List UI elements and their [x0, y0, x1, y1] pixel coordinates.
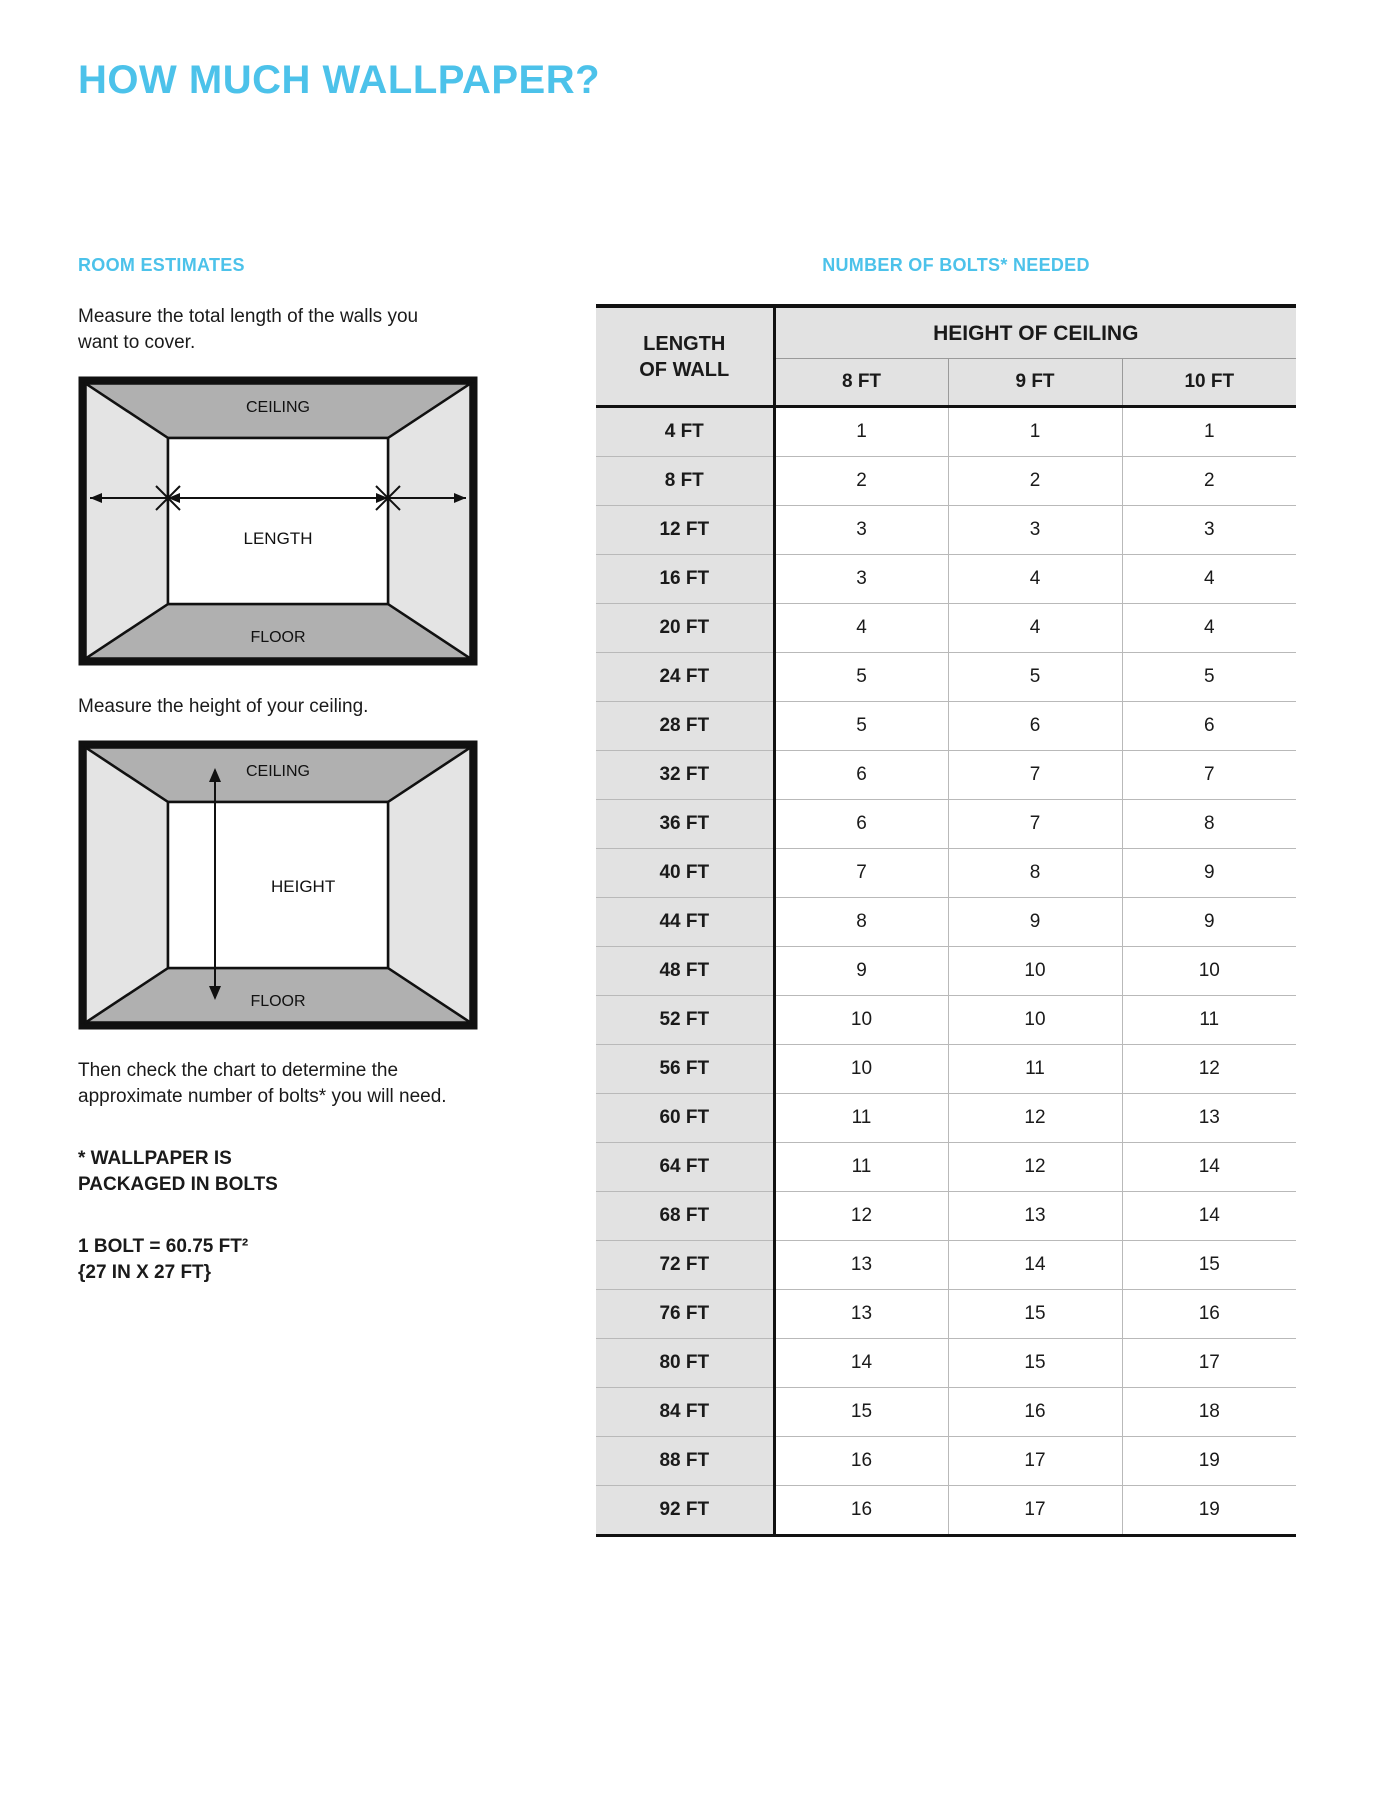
table-cell-bolts: 6 — [1122, 702, 1296, 751]
table-cell-bolts: 5 — [1122, 653, 1296, 702]
table-cell-bolts: 3 — [774, 506, 948, 555]
table-row — [596, 555, 1296, 604]
table-row — [596, 800, 1296, 849]
table-row — [596, 407, 1296, 457]
table-cell-bolts: 3 — [774, 555, 948, 604]
table-row — [596, 1192, 1296, 1241]
table-cell-bolts: 14 — [1122, 1143, 1296, 1192]
table-cell-bolts: 6 — [948, 702, 1122, 751]
row-label-length: 28 FT — [596, 702, 774, 751]
row-label-length: 76 FT — [596, 1290, 774, 1339]
table-cell-bolts: 4 — [948, 604, 1122, 653]
corner-label-line-2: OF WALL — [639, 358, 730, 381]
row-label-length: 64 FT — [596, 1143, 774, 1192]
table-row — [596, 849, 1296, 898]
step-2-instruction: Measure the height of your ceiling. — [78, 696, 369, 717]
table-row — [596, 1437, 1296, 1486]
table-cell-bolts: 10 — [1122, 947, 1296, 996]
table-row — [596, 702, 1296, 751]
table-header — [596, 306, 1296, 407]
table-cell-bolts: 16 — [774, 1437, 948, 1486]
table-cell-bolts: 10 — [948, 996, 1122, 1045]
table-cell-bolts: 6 — [774, 751, 948, 800]
row-label-length: 24 FT — [596, 653, 774, 702]
table-cell-bolts: 11 — [774, 1094, 948, 1143]
svg-text:CEILING: CEILING — [245, 763, 311, 780]
table-cell-bolts: 9 — [774, 947, 948, 996]
table-cell-bolts: 10 — [948, 947, 1122, 996]
column-header-10ft: 10 FT — [1122, 359, 1296, 407]
table-cell-bolts: 16 — [948, 1388, 1122, 1437]
table-cell-bolts: 4 — [1122, 604, 1296, 653]
table-cell-bolts: 12 — [774, 1192, 948, 1241]
table-cell-bolts: 7 — [1122, 751, 1296, 800]
table-cell-bolts: 13 — [774, 1241, 948, 1290]
row-label-length: 72 FT — [596, 1241, 774, 1290]
table-cell-bolts: 13 — [774, 1290, 948, 1339]
row-label-length: 32 FT — [596, 751, 774, 800]
column-header-9ft: 9 FT — [948, 359, 1122, 407]
table-row — [596, 1241, 1296, 1290]
table-row — [596, 996, 1296, 1045]
table-cell-bolts: 2 — [948, 457, 1122, 506]
table-cell-bolts: 15 — [948, 1339, 1122, 1388]
footnote-line-2: PACKAGED IN BOLTS — [78, 1174, 278, 1195]
table-cell-bolts: 12 — [948, 1143, 1122, 1192]
table-row — [596, 604, 1296, 653]
table-group-header: HEIGHT OF CEILING — [774, 306, 1296, 359]
table-cell-bolts: 17 — [948, 1486, 1122, 1536]
table-cell-bolts: 15 — [948, 1290, 1122, 1339]
table-corner-label — [596, 306, 774, 407]
table-cell-bolts: 10 — [774, 996, 948, 1045]
room-diagram-length — [78, 376, 478, 666]
table-row — [596, 751, 1296, 800]
table-cell-bolts: 11 — [1122, 996, 1296, 1045]
table-cell-bolts: 3 — [1122, 506, 1296, 555]
bolts-table-section — [596, 255, 1316, 1537]
row-label-length: 20 FT — [596, 604, 774, 653]
row-label-length: 12 FT — [596, 506, 774, 555]
table-cell-bolts: 6 — [774, 800, 948, 849]
table-cell-bolts: 14 — [774, 1339, 948, 1388]
corner-label-line-1: LENGTH — [643, 332, 726, 355]
table-row — [596, 947, 1296, 996]
row-label-length: 56 FT — [596, 1045, 774, 1094]
table-cell-bolts: 7 — [948, 800, 1122, 849]
column-header-8ft: 8 FT — [774, 359, 948, 407]
table-row — [596, 457, 1296, 506]
svg-text:CEILING: CEILING — [245, 399, 311, 416]
table-row — [596, 1143, 1296, 1192]
row-label-length: 40 FT — [596, 849, 774, 898]
table-cell-bolts: 7 — [948, 751, 1122, 800]
row-label-length: 92 FT — [596, 1486, 774, 1536]
table-cell-bolts: 2 — [774, 457, 948, 506]
svg-text:LENGTH: LENGTH — [243, 529, 313, 548]
table-cell-bolts: 18 — [1122, 1388, 1296, 1437]
page-title: HOW MUCH WALLPAPER? — [78, 58, 601, 102]
table-body — [596, 407, 1296, 1536]
table-cell-bolts: 15 — [774, 1388, 948, 1437]
bolt-area-line-2: {27 IN X 27 FT} — [78, 1262, 212, 1283]
table-cell-bolts: 15 — [1122, 1241, 1296, 1290]
table-row — [596, 898, 1296, 947]
row-label-length: 60 FT — [596, 1094, 774, 1143]
svg-text:FLOOR: FLOOR — [250, 629, 306, 646]
table-cell-bolts: 5 — [774, 653, 948, 702]
table-cell-bolts: 11 — [948, 1045, 1122, 1094]
table-cell-bolts: 5 — [948, 653, 1122, 702]
table-cell-bolts: 14 — [948, 1241, 1122, 1290]
table-cell-bolts: 17 — [948, 1437, 1122, 1486]
footnote-line-1: * WALLPAPER IS — [78, 1148, 232, 1169]
table-cell-bolts: 4 — [1122, 555, 1296, 604]
section-heading-bolts-needed: NUMBER OF BOLTS* NEEDED — [822, 255, 1090, 275]
table-cell-bolts: 19 — [1122, 1486, 1296, 1536]
table-cell-bolts: 3 — [948, 506, 1122, 555]
table-cell-bolts: 9 — [1122, 849, 1296, 898]
table-cell-bolts: 10 — [774, 1045, 948, 1094]
table-cell-bolts: 7 — [774, 849, 948, 898]
table-row — [596, 1045, 1296, 1094]
table-cell-bolts: 2 — [1122, 457, 1296, 506]
table-cell-bolts: 8 — [1122, 800, 1296, 849]
table-row — [596, 653, 1296, 702]
bolt-area-line-1: 1 BOLT = 60.75 FT² — [78, 1236, 249, 1257]
table-row — [596, 1339, 1296, 1388]
row-label-length: 84 FT — [596, 1388, 774, 1437]
table-cell-bolts: 1 — [1122, 407, 1296, 457]
step-1-instruction: Measure the total length of the walls you want to cover. — [78, 306, 419, 353]
table-cell-bolts: 14 — [1122, 1192, 1296, 1241]
table-cell-bolts: 9 — [1122, 898, 1296, 947]
room-estimates-section — [78, 255, 498, 1286]
table-cell-bolts: 13 — [1122, 1094, 1296, 1143]
row-label-length: 52 FT — [596, 996, 774, 1045]
row-label-length: 8 FT — [596, 457, 774, 506]
table-cell-bolts: 16 — [774, 1486, 948, 1536]
row-label-length: 68 FT — [596, 1192, 774, 1241]
table-cell-bolts: 5 — [774, 702, 948, 751]
table-row — [596, 1486, 1296, 1536]
row-label-length: 48 FT — [596, 947, 774, 996]
row-label-length: 36 FT — [596, 800, 774, 849]
table-row — [596, 1094, 1296, 1143]
bolts-table — [596, 304, 1296, 1537]
row-label-length: 4 FT — [596, 407, 774, 457]
svg-text:HEIGHT: HEIGHT — [271, 877, 336, 896]
table-row — [596, 1290, 1296, 1339]
section-heading-room-estimates: ROOM ESTIMATES — [78, 255, 245, 275]
table-cell-bolts: 1 — [948, 407, 1122, 457]
table-cell-bolts: 16 — [1122, 1290, 1296, 1339]
row-label-length: 88 FT — [596, 1437, 774, 1486]
table-cell-bolts: 1 — [774, 407, 948, 457]
table-row — [596, 1388, 1296, 1437]
step-3-instruction: Then check the chart to determine the approximate number of bolts* you will need. — [78, 1060, 447, 1107]
table-cell-bolts: 4 — [948, 555, 1122, 604]
table-cell-bolts: 17 — [1122, 1339, 1296, 1388]
table-cell-bolts: 11 — [774, 1143, 948, 1192]
table-cell-bolts: 12 — [948, 1094, 1122, 1143]
table-cell-bolts: 19 — [1122, 1437, 1296, 1486]
room-diagram-height — [78, 740, 478, 1030]
table-cell-bolts: 9 — [948, 898, 1122, 947]
table-cell-bolts: 8 — [774, 898, 948, 947]
table-cell-bolts: 13 — [948, 1192, 1122, 1241]
table-cell-bolts: 4 — [774, 604, 948, 653]
table-cell-bolts: 8 — [948, 849, 1122, 898]
svg-text:FLOOR: FLOOR — [250, 993, 306, 1010]
row-label-length: 16 FT — [596, 555, 774, 604]
row-label-length: 80 FT — [596, 1339, 774, 1388]
row-label-length: 44 FT — [596, 898, 774, 947]
table-row — [596, 506, 1296, 555]
table-cell-bolts: 12 — [1122, 1045, 1296, 1094]
